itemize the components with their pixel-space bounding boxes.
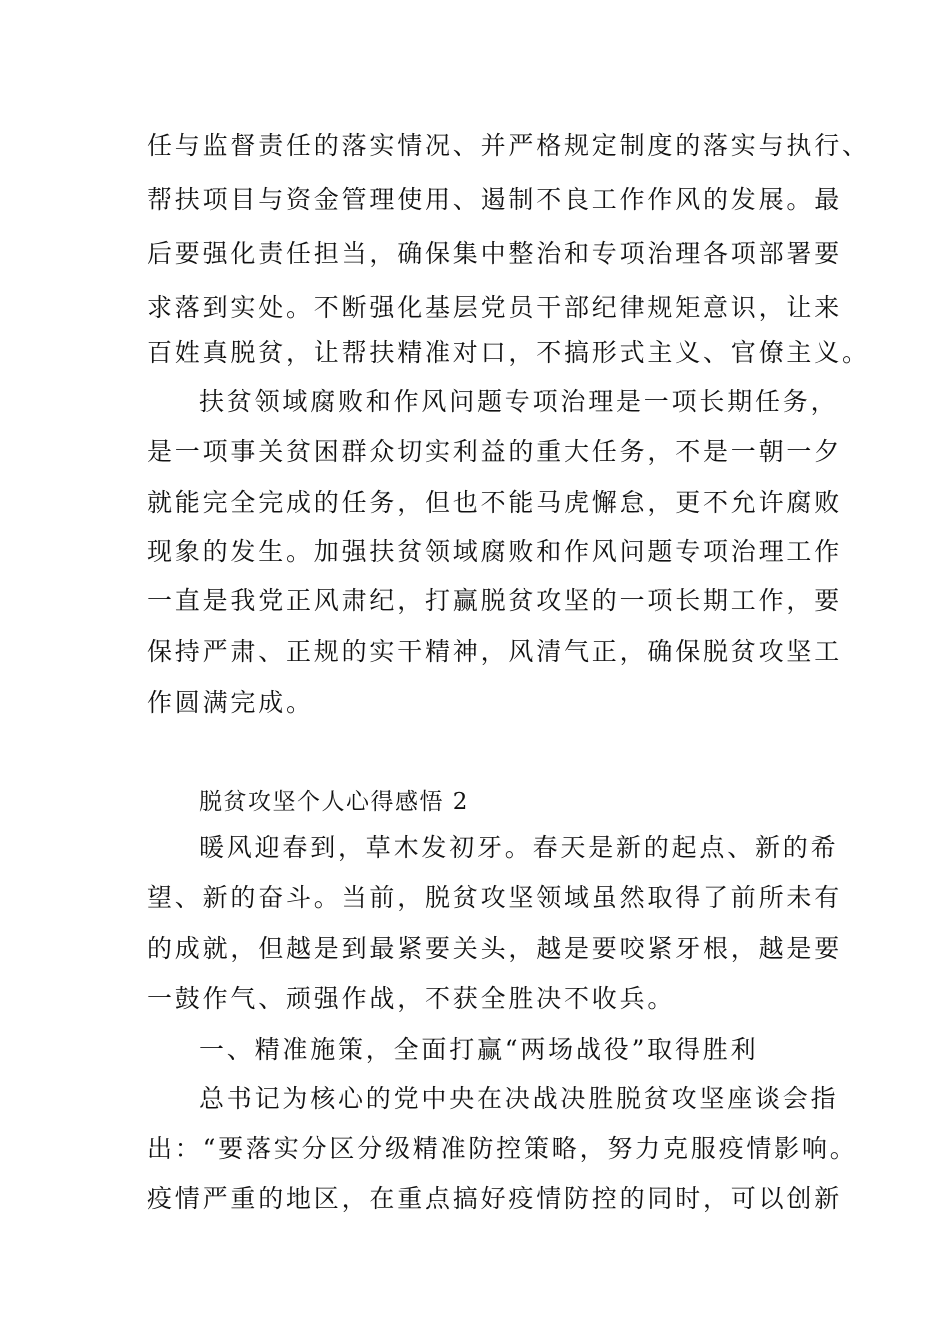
subsection-heading: 一、精准施策，全面打赢“两场战役”取得胜利 — [199, 1035, 759, 1064]
paragraph-line: 后要强化责任担当，确保集中整治和专项治理各项部署要 — [147, 239, 843, 268]
paragraph-line: 扶贫领域腐败和作风问题专项治理是一项长期任务， — [199, 387, 839, 416]
paragraph-line: 的成就，但越是到最紧要关头，越是要咬紧牙根，越是要 — [147, 934, 843, 963]
paragraph-line: 作圆满完成。 — [147, 688, 314, 717]
paragraph-line: 求落到实处。不断强化基层党员干部纪律规矩意识，让来 — [147, 293, 843, 322]
paragraph-line: 现象的发生。加强扶贫领域腐败和作风问题专项治理工作 — [147, 537, 843, 566]
paragraph-line: 疫情严重的地区，在重点搞好疫情防控的同时，可以创新 — [147, 1184, 843, 1213]
paragraph-line: 一直是我党正风肃纪，打赢脱贫攻坚的一项长期工作，要 — [147, 586, 843, 615]
paragraph-line: 出：“要落实分区分级精准防控策略，努力克服疫情影响。 — [147, 1134, 858, 1163]
paragraph-line: 就能完全完成的任务，但也不能马虎懈怠，更不允许腐败 — [147, 488, 843, 517]
paragraph-line: 百姓真脱贫，让帮扶精准对口，不搞形式主义、官僚主义。 — [147, 338, 870, 367]
section-heading: 脱贫攻坚个人心得感悟 2 — [199, 789, 469, 815]
paragraph-line: 一鼓作气、顽强作战，不获全胜决不收兵。 — [147, 984, 676, 1013]
paragraph-line: 是一项事关贫困群众切实利益的重大任务，不是一朝一夕 — [147, 437, 843, 466]
paragraph-line: 望、新的奋斗。当前，脱贫攻坚领域虽然取得了前所未有 — [147, 883, 843, 912]
paragraph-line: 暖风迎春到，草木发初牙。春天是新的起点、新的希 — [199, 833, 839, 862]
paragraph-line: 帮扶项目与资金管理使用、遏制不良工作作风的发展。最 — [147, 185, 843, 214]
paragraph-line: 总书记为核心的党中央在决战决胜脱贫攻坚座谈会指 — [199, 1084, 839, 1113]
paragraph-line: 保持严肃、正规的实干精神，风清气正，确保脱贫攻坚工 — [147, 637, 843, 666]
paragraph-line: 任与监督责任的落实情况、并严格规定制度的落实与执行、 — [147, 131, 870, 160]
